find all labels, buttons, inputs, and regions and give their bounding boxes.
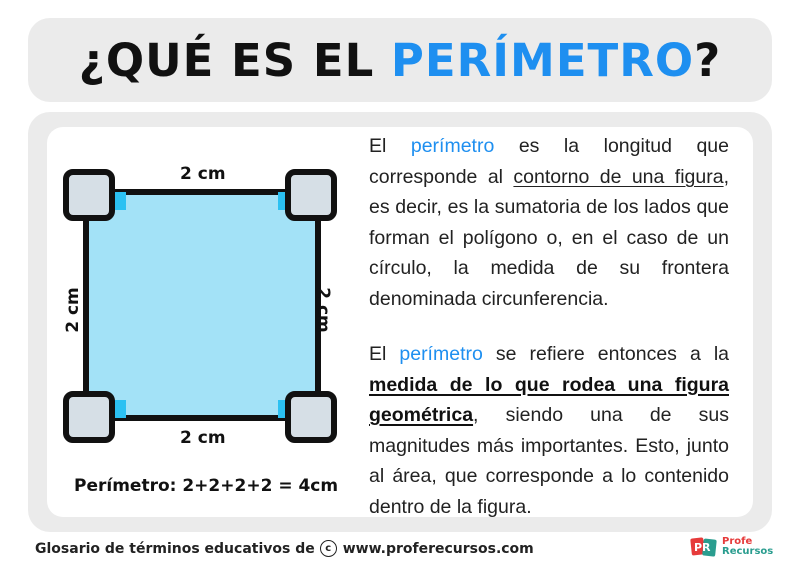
perimeter-formula: Perímetro: 2+2+2+2 = 4cm xyxy=(74,476,339,496)
underlined-phrase: contorno de una figura xyxy=(513,165,724,188)
corner-square-bottom-right xyxy=(288,394,334,440)
title-bar xyxy=(28,18,772,102)
footer-url[interactable]: www.proferecursos.com xyxy=(342,540,534,557)
definition-paragraph: El perímetro es la longitud que corresponde al contorno de una figura, es decir, es la sumatoria de los lados que forman el polígono o, en el caso de un círculo, la medida de su frontera denominada circunferencia. xyxy=(369,135,729,310)
corner-square-bottom-left xyxy=(66,394,112,440)
side-label-bottom: 2 cm xyxy=(180,428,226,448)
bold-underlined-phrase: medida de lo que rodea una figura geométrica xyxy=(369,373,729,426)
page-title: ¿QUÉ ES EL PERÍMETRO? xyxy=(78,33,722,87)
keyword: perímetro xyxy=(410,135,495,157)
footer xyxy=(35,540,534,557)
logo-badge-icon xyxy=(690,535,718,559)
side-label-top: 2 cm xyxy=(180,164,226,184)
logo-line-1: Profe xyxy=(722,536,753,547)
logo-line-2: Recursos xyxy=(722,546,774,557)
title-highlight: PERÍMETRO xyxy=(390,33,695,87)
svg-text:PR: PR xyxy=(694,541,711,554)
side-label-left: 2 cm xyxy=(62,287,83,333)
profe-recursos-logo xyxy=(690,535,773,559)
copyright-icon: c xyxy=(320,540,337,557)
side-label-right: 2 cm xyxy=(312,287,333,333)
keyword: perímetro xyxy=(399,343,483,365)
square-shape xyxy=(86,192,318,418)
footer-text: Glosario de términos educativos de xyxy=(35,540,315,557)
corner-square-top-left xyxy=(66,172,112,218)
corner-square-top-right xyxy=(288,172,334,218)
explanation-paragraph: El perímetro se refiere entonces a la medida de lo que rodea una figura geométrica, siendo una de sus magnitudes más importantes. Esto, junto al área, que corresponde a lo contenido dentro de la figura. xyxy=(369,343,729,518)
